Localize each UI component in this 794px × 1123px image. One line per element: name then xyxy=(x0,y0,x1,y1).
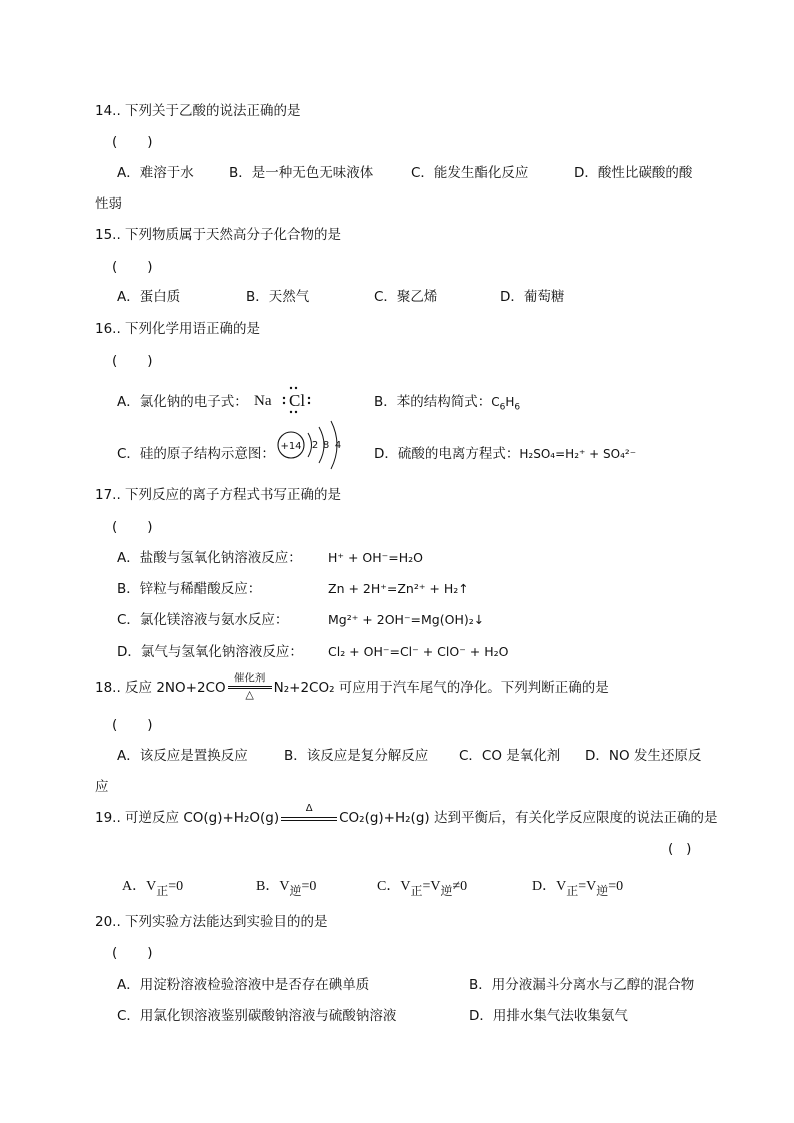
option-b: B．V逆=0 xyxy=(256,879,317,898)
answer-parentheses: ( ) xyxy=(112,945,153,961)
option-c: C．CO 是氧化剂 xyxy=(459,748,561,764)
option-a: A．用淀粉溶液检验溶液中是否存在碘单质 xyxy=(117,977,370,993)
option-d: D．NO 发生还原反 xyxy=(585,748,702,764)
option-d-continuation: 性弱 xyxy=(95,196,122,212)
stem-start: 18.. 反应 2NO+2CO xyxy=(95,680,226,696)
heat-symbol: △ xyxy=(245,688,254,701)
heat-symbol: Δ xyxy=(305,803,313,814)
option-b: B．锌粒与稀醋酸反应： xyxy=(117,581,262,597)
option-a: A．V正=0 xyxy=(122,879,184,898)
nucleus-charge: +14 xyxy=(280,441,302,452)
shell-2-count: 8 xyxy=(322,440,330,451)
option-d: D．氯气与氢氧化钠溶液反应： xyxy=(117,644,303,660)
question-17-stem: 17.. 下列反应的离子方程式书写正确的是 xyxy=(95,487,342,503)
option-d: D．用排水集气法收集氨气 xyxy=(469,1008,628,1024)
option-c: C．用氯化钡溶液鉴别碳酸钠溶液与硫酸钠溶液 xyxy=(117,1008,397,1024)
shell-1-count: 2 xyxy=(311,440,319,451)
option-b: B．该反应是复分解反应 xyxy=(284,748,429,764)
answer-parentheses: ( ) xyxy=(112,134,153,150)
question-16-stem: 16.. 下列化学用语正确的是 xyxy=(95,321,261,337)
question-18-stem xyxy=(95,672,609,701)
option-a-equation: H⁺ + OH⁻=H₂O xyxy=(328,550,423,565)
option-c: C．硅的原子结构示意图： xyxy=(117,446,275,462)
option-d-equation: Cl₂ + OH⁻=Cl⁻ + ClO⁻ + H₂O xyxy=(328,644,509,659)
stem-start: 19.. 可逆反应 CO(g)+H₂O(g) xyxy=(95,810,280,826)
question-14-stem: 14.. 下列关于乙酸的说法正确的是 xyxy=(95,103,301,119)
ionization-equation: H₂SO₄=H₂⁺ + SO₄²⁻ xyxy=(519,447,637,461)
question-20-stem: 20.. 下列实验方法能达到实验目的的是 xyxy=(95,914,328,930)
option-c-equation: Mg²⁺ + 2OH⁻=Mg(OH)₂↓ xyxy=(328,612,485,627)
option-b: B．是一种无色无味液体 xyxy=(229,165,374,181)
silicon-atom-diagram xyxy=(275,419,345,473)
benzene-formula: $C_6H_6$ xyxy=(491,395,521,413)
answer-parentheses: ( ) xyxy=(112,717,153,733)
option-a: A．该反应是置换反应 xyxy=(117,748,248,764)
option-c: C．氯化镁溶液与氨水反应： xyxy=(117,612,289,628)
option-c: C．聚乙烯 xyxy=(374,289,438,305)
option-a: A．蛋白质 xyxy=(117,289,181,305)
answer-parentheses: ( ) xyxy=(112,519,153,535)
option-b: B．用分液漏斗分离水与乙醇的混合物 xyxy=(469,977,695,993)
stem-end: N₂+2CO₂ 可应用于汽车尾气的净化。下列判断正确的是 xyxy=(273,680,609,696)
option-b-label: B．苯的结构简式： xyxy=(374,394,492,410)
question-15-stem: 15.. 下列物质属于天然高分子化合物的是 xyxy=(95,227,342,243)
catalyst-equals-sign xyxy=(228,672,272,701)
answer-parentheses: ( ) xyxy=(112,353,153,369)
stem-end: CO₂(g)+H₂(g) 达到平衡后，有关化学反应限度的说法正确的是 xyxy=(339,810,718,826)
option-b-equation: Zn + 2H⁺=Zn²⁺ + H₂↑ xyxy=(328,581,469,596)
option-d xyxy=(374,445,636,463)
reversible-arrow xyxy=(281,803,337,827)
option-a: A．氯化钠的电子式： xyxy=(117,394,248,410)
electron-formula-na: Na xyxy=(254,393,272,409)
option-d: D．酸性比碳酸的酸 xyxy=(574,165,693,181)
option-d-label: D．硫酸的电离方程式： xyxy=(374,446,520,462)
option-d-continuation: 应 xyxy=(95,779,109,795)
shell-3-count: 4 xyxy=(334,440,342,451)
option-c: C．V正=V逆≠0 xyxy=(377,879,468,898)
electron-dots xyxy=(281,385,321,419)
option-b: B．天然气 xyxy=(246,289,310,305)
option-d: D．葡萄糖 xyxy=(500,289,565,305)
option-c: C．能发生酯化反应 xyxy=(411,165,529,181)
option-a: A．难溶于水 xyxy=(117,165,194,181)
question-19-stem xyxy=(95,803,718,827)
answer-parentheses: ( ) xyxy=(112,259,153,275)
option-b xyxy=(374,393,520,411)
electron-formula-cl: Cl xyxy=(289,391,306,410)
option-a: A．盐酸与氢氧化钠溶液反应： xyxy=(117,550,302,566)
option-d: D．V正=V逆=0 xyxy=(532,879,624,898)
catalyst-label: 催化剂 xyxy=(233,672,266,684)
answer-parentheses: ( ) xyxy=(668,841,692,857)
